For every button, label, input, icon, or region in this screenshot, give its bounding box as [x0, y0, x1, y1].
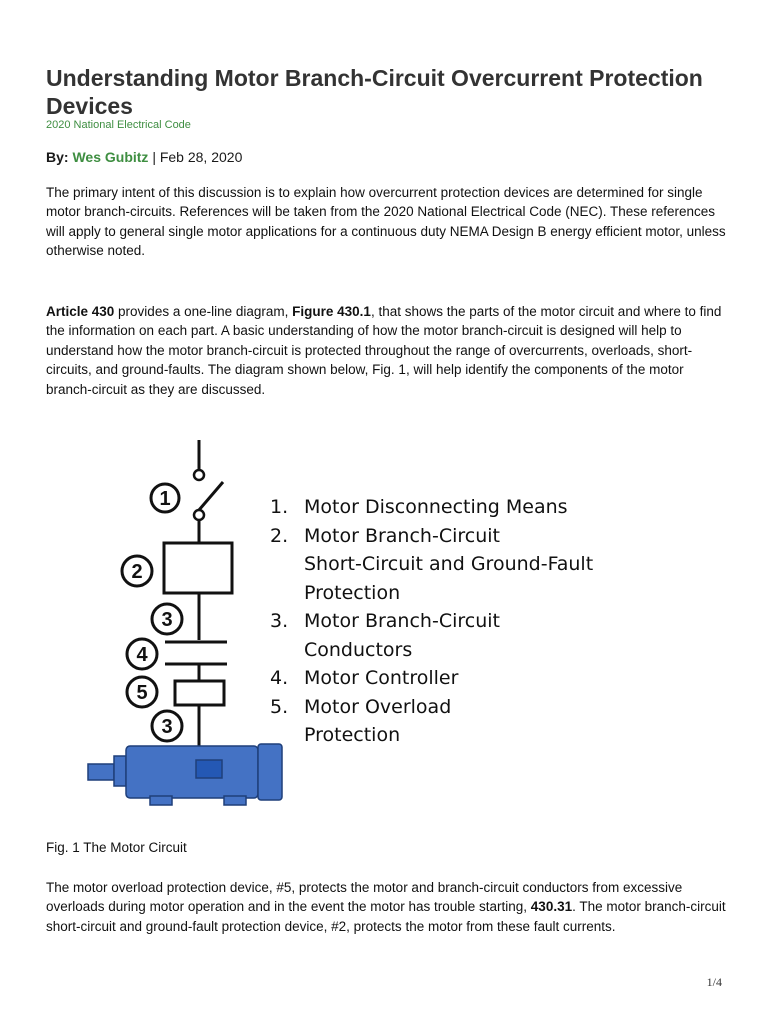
legend-item [270, 493, 670, 522]
legend-number: 2. [270, 524, 289, 547]
paragraph-text: . The motor branch-circuit short-circuit and ground-fault protection device, #2, protects the motor from these fault currents. [46, 899, 726, 934]
marker-3 [152, 604, 182, 634]
publish-date: Feb 28, 2020 [159, 149, 243, 165]
legend-text: Motor Overload Protection [304, 695, 452, 746]
figure-caption: Fig. 1 The Motor Circuit [46, 840, 187, 855]
motor-icon [88, 744, 282, 805]
legend-item [270, 693, 670, 750]
marker-number: 3 [161, 716, 173, 738]
marker-1 [151, 484, 179, 512]
legend-number: 3. [270, 610, 289, 632]
marker-number: 4 [136, 644, 148, 666]
category-link[interactable]: 2020 National Electrical Code [46, 119, 191, 131]
legend-number: 4. [270, 667, 289, 689]
overload-paragraph [46, 878, 726, 936]
marker-number: 2 [131, 561, 143, 583]
paragraph-text: , that shows the parts of the motor circuit and where to find the information on each part. A basic understanding of how the motor branch-circuit is designed will help to understand how the motor branch-circuit is protected throughout the range of overcurrents, overloads, short-circuits, and ground-faults. The diagram shown below, Fig. 1, will help identify the components of the motor branch-circuit as they are discussed. [46, 304, 722, 397]
intro-paragraph: The primary intent of this discussion is to explain how overcurrent protection devices are determined for single motor branch-circuits. References will be taken from the 2020 National Electrical Code (NEC). These references will apply to general single motor applications for a continuous duty NEMA Design B energy efficient motor, unless otherwise noted. [46, 185, 726, 259]
switch-blade [199, 482, 223, 510]
figure-reference: Figure 430.1 [292, 304, 371, 319]
legend-item [270, 664, 670, 693]
page-number: 1/4 [706, 975, 722, 989]
legend-text: Motor Branch-Circuit Conductors [304, 610, 500, 661]
code-reference: 430.31 [530, 899, 573, 915]
legend-text: Motor Branch-Circuit Short-Circuit and Ground-Fault Protection [304, 524, 594, 604]
author-link[interactable]: Wes Gubitz [72, 149, 149, 165]
legend-item [270, 522, 670, 608]
by-label: By: [46, 149, 69, 165]
article-430-paragraph [46, 302, 726, 399]
article-reference: Article 430 [46, 304, 115, 319]
marker-4 [127, 639, 157, 669]
legend-item [270, 607, 670, 664]
diagram-legend [270, 493, 670, 750]
marker-number: 5 [136, 682, 148, 704]
article-title: Understanding Motor Branch-Circuit Overcurrent Protection Devices [46, 65, 703, 119]
legend-number: 1. [270, 496, 289, 518]
switch-lower-contact [194, 510, 204, 520]
switch-upper-contact [194, 470, 204, 480]
legend-text: Motor Disconnecting Means [304, 496, 568, 518]
legend-text: Motor Controller [304, 667, 459, 689]
marker-2 [122, 556, 152, 586]
marker-number: 3 [161, 609, 173, 631]
legend-number: 5. [270, 695, 289, 718]
byline-separator: | [152, 149, 156, 165]
paragraph-text: The motor overload protection device, #5, protects the motor and branch-circuit conductors from excessive overloads during motor operation and in the event the motor has trouble starting, [46, 880, 683, 915]
marker-number: 1 [159, 488, 171, 510]
marker-5 [127, 677, 157, 707]
byline [46, 149, 242, 165]
paragraph-text: provides a one-line diagram, [114, 304, 293, 319]
short-circuit-protection-box [164, 543, 232, 593]
marker-3-lower [152, 711, 182, 741]
overload-protection-box [175, 681, 224, 705]
